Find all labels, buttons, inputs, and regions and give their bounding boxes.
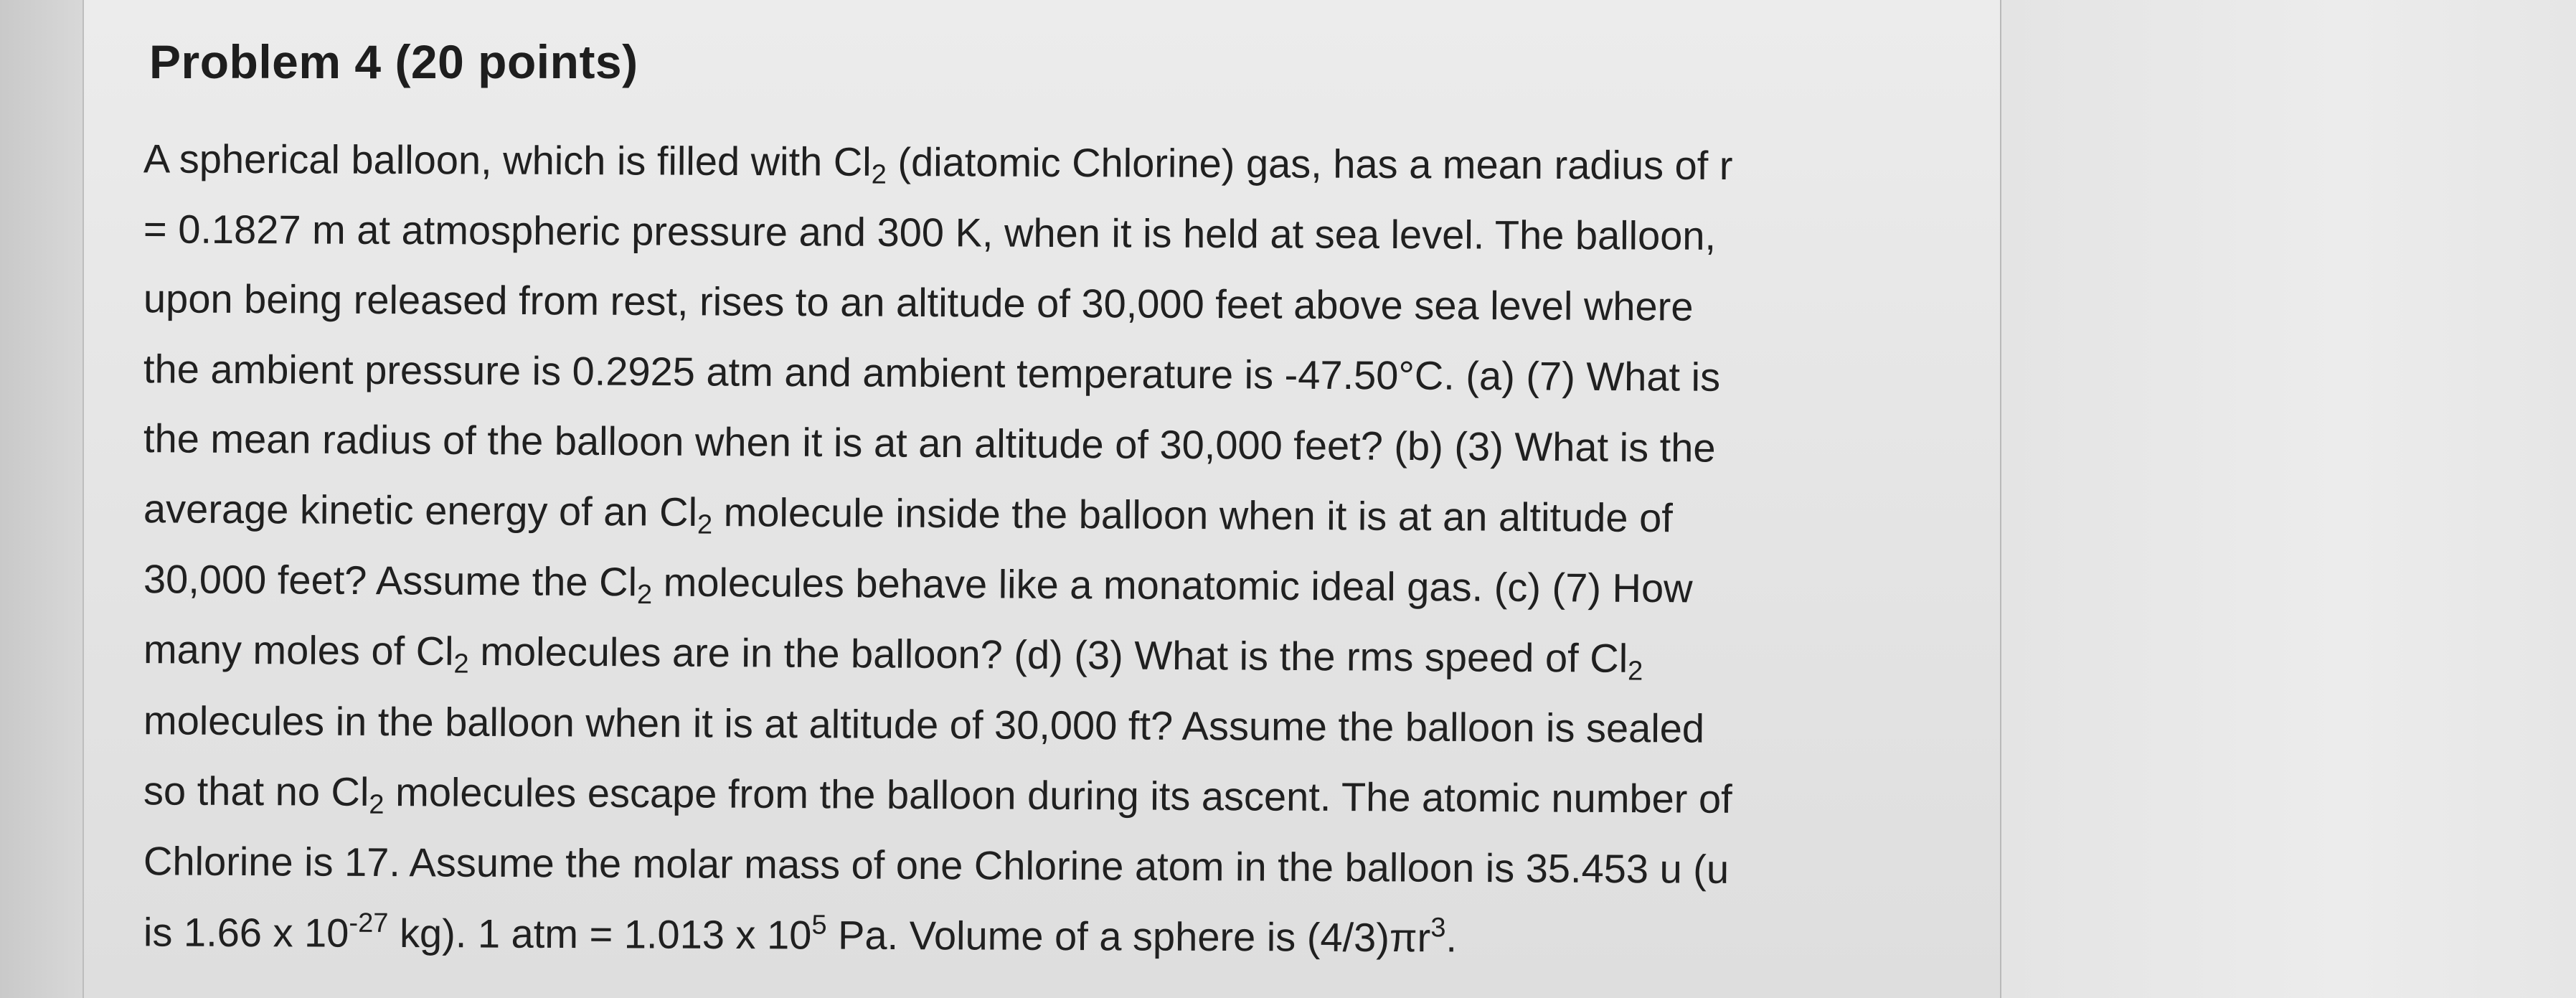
problem-line: = 0.1827 m at atmospheric pressure and 300 K, when it is held at sea level. The balloon, [143, 206, 1717, 258]
left-margin [0, 0, 82, 998]
problem-line: molecules in the balloon when it is at altitude of 30,000 ft? Assume the balloon is sealed [143, 697, 1705, 751]
superscript: -27 [349, 908, 389, 938]
subscript: 2 [1627, 656, 1643, 687]
subscript: 2 [697, 509, 713, 540]
problem-line: many moles of $Cl_2$ molecules are in the balloon? (d) (3) What is the rms speed of $Cl_2$ [143, 626, 1643, 687]
problem-line: upon being released from rest, rises to an altitude of 30,000 feet above sea level where [143, 276, 1694, 329]
superscript: 5 [811, 910, 827, 941]
problem-line: the ambient pressure is 0.2925 atm and ambient temperature is -47.50°C. (a) (7) What is [143, 346, 1721, 400]
problem-line: 30,000 feet? Assume the $Cl_2$ molecules behave like a monatomic ideal gas. (c) (7) How [143, 556, 1693, 611]
problem-line: is 1.66 x $10^{-27}$ kg). 1 atm = 1.013 x $10^5$ Pa. Volume of a sphere is $(4/3)\pi r^3$. [143, 908, 1458, 961]
problem-line: A spherical balloon, which is filled with $Cl_2$ (diatomic Chlorine) gas, has a mean radius of r [143, 136, 1733, 190]
problem-line: the mean radius of the balloon when it is at an altitude of 30,000 feet? (b) (3) What is the [143, 415, 1716, 471]
superscript: 3 [1430, 913, 1446, 943]
subscript: 2 [871, 159, 887, 190]
problem-line: so that no $Cl_2$ molecules escape from the balloon during its ascent. The atomic number of [143, 768, 1732, 822]
subscript: 2 [453, 649, 469, 679]
right-panel [2001, 0, 2576, 998]
problem-line: Chlorine is 17. Assume the molar mass of one Chlorine atom in the balloon is 35.453 u (u [143, 838, 1730, 892]
subscript: 2 [369, 789, 384, 820]
subscript: 2 [636, 580, 653, 611]
problem-title: Problem 4 (20 points) [149, 35, 638, 88]
problem-line: average kinetic energy of an $Cl_2$ molecule inside the balloon when it is at an altitude of [143, 486, 1673, 541]
problem-text [143, 128, 1980, 971]
